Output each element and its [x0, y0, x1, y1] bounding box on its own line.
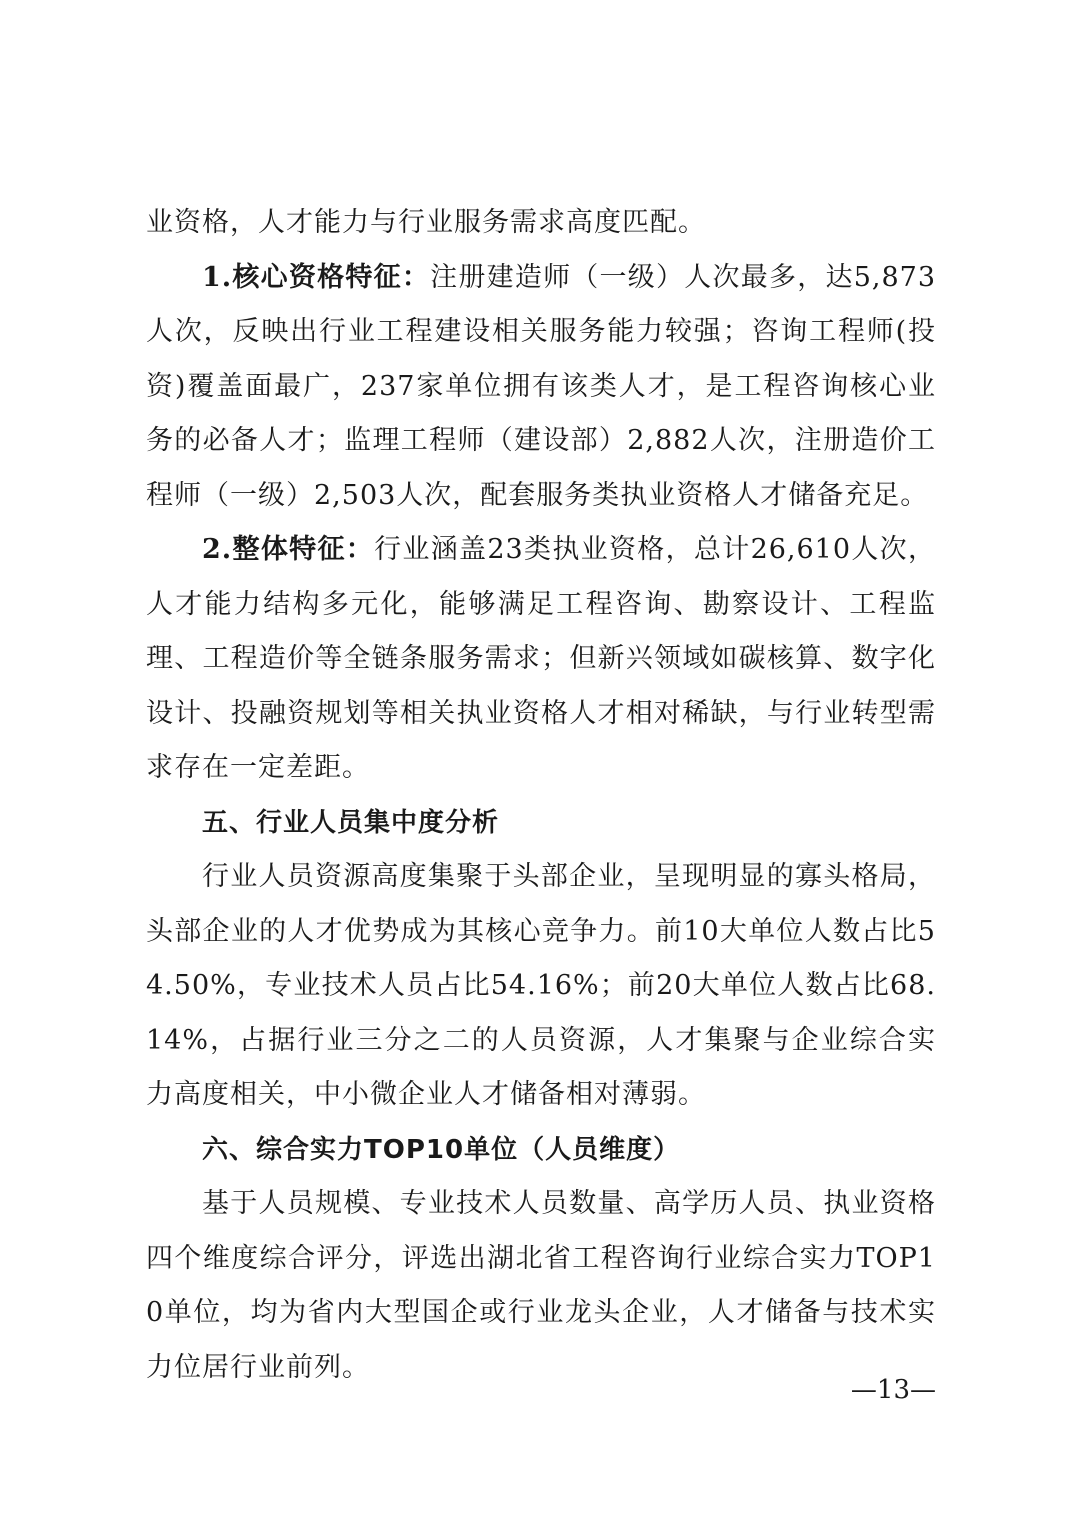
page-number: —13— [850, 1375, 936, 1405]
section-heading-concentration: 五、行业人员集中度分析 [202, 807, 500, 838]
section-heading-top10: 六、综合实力TOP10单位（人员维度） [202, 1134, 681, 1165]
document-body [146, 196, 936, 1395]
concentration-text: 行业人员资源高度集聚于头部企业，呈现明显的寡头格局，头部企业的人才优势成为其核心竞争力。前10大单位人数占比54.50%，专业技术人员占比54.16%；前20大单位人数占比68.14%，占据行业三分之二的人员资源，人才集聚与企业综合实力高度相关，中小微企业人才储备相对薄弱。 [146, 861, 936, 1110]
overall-features-lead: 2.整体特征： [202, 534, 375, 565]
paragraph-overall-features [146, 523, 936, 796]
paragraph-continuation [146, 196, 936, 251]
core-qualification-lead: 1.核心资格特征： [202, 261, 431, 293]
overall-features-text: 行业涵盖23类执业资格，总计26,610人次，人才能力结构多元化，能够满足工程咨询、勘察设计、工程监理、工程造价等全链条服务需求；但新兴领域如碳核算、数字化设计、投融资规划等相关执业资格人才相对稀缺，与行业转型需求存在一定差距。 [146, 534, 936, 783]
top10-text: 基于人员规模、专业技术人员数量、高学历人员、执业资格四个维度综合评分，评选出湖北省工程咨询行业综合实力TOP10单位，均为省内大型国企或行业龙头企业，人才储备与技术实力位居行业前列。 [146, 1188, 936, 1383]
paragraph-concentration [146, 850, 936, 1123]
core-qualification-text: 注册建造师（一级）人次最多，达5,873人次，反映出行业工程建设相关服务能力较强；咨询工程师(投资)覆盖面最广，237家单位拥有该类人才，是工程咨询核心业务的必备人才；监理工程师（建设部）2,882人次，注册造价工程师（一级）2,503人次，配套服务类执业资格人才储备充足。 [146, 261, 937, 511]
paragraph-core-qualification [146, 251, 936, 524]
paragraph-continuation-text: 业资格，人才能力与行业服务需求高度匹配。 [146, 207, 706, 238]
paragraph-top10 [146, 1177, 936, 1395]
